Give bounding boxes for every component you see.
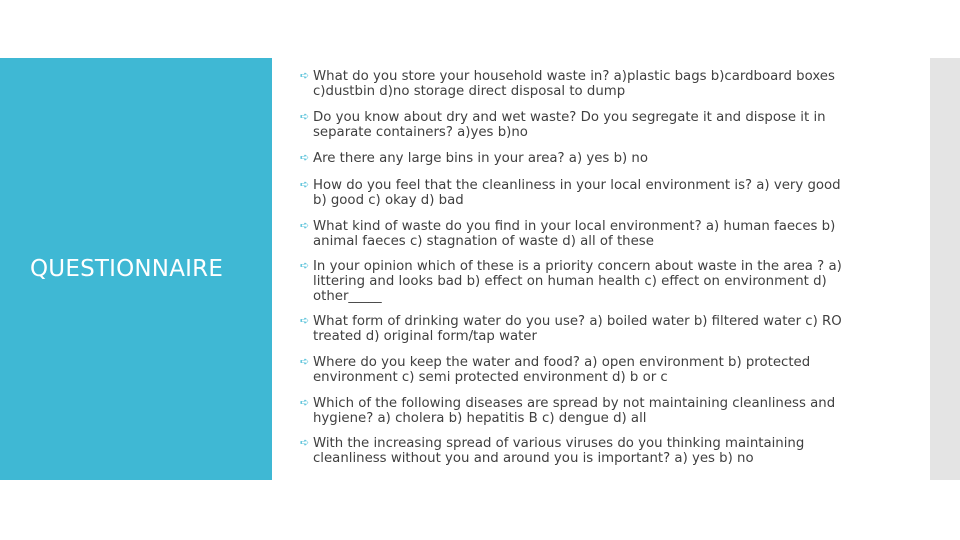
arrow-bullet-icon: ➪	[300, 259, 310, 272]
question-text: What kind of waste do you find in your local environment? a) human faeces b)	[313, 219, 836, 234]
arrow-bullet-icon: ➪	[300, 178, 310, 191]
question-text: treated d) original form/tap water	[313, 329, 537, 344]
side-strip	[930, 58, 960, 480]
question-text: other_____	[313, 289, 382, 304]
arrow-bullet-icon: ➪	[300, 110, 310, 123]
question-text: environment c) semi protected environment d) b or c	[313, 370, 668, 385]
question-item	[300, 110, 872, 140]
arrow-bullet-icon: ➪	[300, 436, 310, 449]
question-text: Which of the following diseases are spread by not maintaining cleanliness and	[313, 396, 836, 411]
arrow-bullet-icon: ➪	[300, 355, 310, 368]
question-text: littering and looks bad b) effect on human health c) effect on environment d)	[313, 274, 827, 289]
question-text: How do you feel that the cleanliness in your local environment is? a) very good	[313, 178, 841, 193]
slide-title: QUESTIONNAIRE	[30, 256, 224, 282]
arrow-bullet-icon: ➪	[300, 69, 310, 82]
question-item	[300, 355, 872, 385]
question-item	[300, 436, 872, 466]
question-text: With the increasing spread of various viruses do you thinking maintaining	[313, 436, 805, 451]
question-item	[300, 314, 872, 344]
question-item	[300, 396, 872, 426]
arrow-bullet-icon: ➪	[300, 314, 310, 327]
question-text: What form of drinking water do you use? a) boiled water b) filtered water c) RO	[313, 314, 842, 329]
question-text: c)dustbin d)no storage direct disposal to dump	[313, 84, 626, 99]
question-item	[300, 69, 872, 99]
arrow-bullet-icon: ➪	[300, 396, 310, 409]
question-text: Where do you keep the water and food? a) open environment b) protected	[313, 355, 811, 370]
arrow-bullet-icon: ➪	[300, 151, 310, 164]
question-text: separate containers? a)yes b)no	[313, 125, 528, 140]
question-text: In your opinion which of these is a priority concern about waste in the area ? a)	[313, 259, 842, 274]
question-item	[300, 151, 872, 166]
question-item	[300, 178, 872, 208]
question-item	[300, 219, 872, 249]
question-text: cleanliness without you and around you is important? a) yes b) no	[313, 451, 754, 466]
arrow-bullet-icon: ➪	[300, 219, 310, 232]
question-text: animal faeces c) stagnation of waste d) all of these	[313, 234, 654, 249]
question-text: hygiene? a) cholera b) hepatitis B c) dengue d) all	[313, 411, 647, 426]
question-text: Are there any large bins in your area? a) yes b) no	[313, 151, 648, 166]
question-text: b) good c) okay d) bad	[313, 193, 464, 208]
question-text: Do you know about dry and wet waste? Do you segregate it and dispose it in	[313, 110, 826, 125]
question-text: What do you store your household waste in? a)plastic bags b)cardboard boxes	[313, 69, 835, 84]
question-item	[300, 259, 872, 304]
